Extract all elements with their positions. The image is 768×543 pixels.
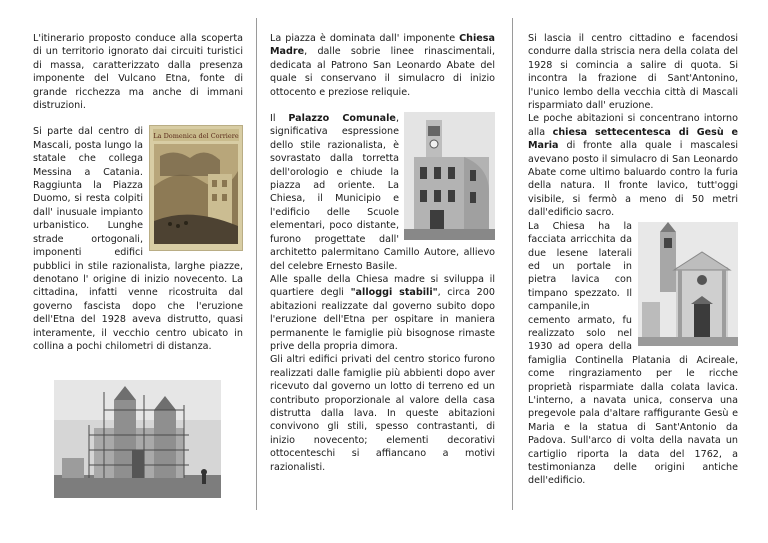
column-3 [528,32,738,488]
text-run: , significativa espressione dello stile razionalista, è sovrastato dalla torretta dell'orologio e chiude la piazza ad oriente. La Chiesa, il Municipio e l'edificio delle Scuole elementari, poco distante, furono progettate dall' architetto palermitano Camillo Autore, allievo del celebre Ernesto Basile. [270,113,495,272]
text-run: , dalle sobrie linee rinascimentali, dedicata al Patrono San Leonardo Abate del quale si conservano il simulacro di inizio ottocento e preziose reliquie. [270,46,495,98]
column-divider-2 [512,18,513,510]
newspaper-masthead: La Domenica del Corriere [153,132,239,141]
chiesa-gesu-maria-name: chiesa settecentesca di Gesù e Maria [528,126,739,152]
chiesa-gesu-maria-photo [638,222,738,346]
text-run: La piazza è dominata dall' imponente [270,33,460,44]
column-2 [270,32,495,474]
alloggi-stabili-paragraph [270,273,495,353]
column-1 [33,32,243,353]
intro-paragraph: L'itinerario proposto conduce alla scoperta di un territorio ignorato dai circuiti turistici di massa, caratterizzato dalla presenza imponente del Vulcano Etna, fonte di grande ricchezza ma anche di immani distruzioni. [33,33,243,112]
chiesa-madre-name: Chiesa Madre [270,33,495,58]
facade-paragraph: La Chiesa ha la facciata arricchita da due lesene laterali ed un portale in pietra lavica con timpano spezzato. Il campanile,in cemento armato, fu realizzato solo nel 1930 ad opera della famiglia Continella Platania di Acireale, come ringraziamento per le ricche proprietà risparmiate dalla colata lavica. L'interno, a navata unica, conserva una pregevole pala d'altare raffigurante Gesù e Maria e la statua di Sant'Antonio da Padova. Sull'arco di volta della navata un cartiglio riporta la data del 1762, a testimonianza delle origini antiche dell'edificio. [528,220,738,487]
chiesa-gesu-maria-paragraph [528,112,738,219]
newspaper-cover-photo [149,125,243,251]
private-buildings-paragraph: Gli altri edifici privati del centro storico furono realizzati dalle famiglie più abbienti dopo aver ricevuto dal governo un lotto di terreno ed un contributo proporzionale al valore della casa distrutta dalla lava. In queste abitazioni convivono gli stili, spesso contrastanti, di inizio novecento; elementi decorativi ottocenteschi si affiancano a motivi razionalisti. [270,354,495,473]
palazzo-comunale-photo [404,112,495,240]
column-divider-1 [256,18,257,510]
text-run: Alle spalle della Chiesa madre si sviluppa il quartiere degli [270,273,495,299]
chiesa-madre-paragraph [270,32,495,99]
sant-antonino-paragraph: Si lascia il centro cittadino e facendosi condurre dalla striscia nera della colata del 1928 si comincia a salire di quota. Si incontra la frazione di Sant'Antonino, l'unico lembo della vecchia città di Mascali risparmiato dall' eruzione. [528,33,738,112]
text-run: Il [270,113,289,125]
history-paragraph: Si parte dal centro di Mascali, posta lungo la statale che collega Messina a Catania. Raggiunta la Piazza Duomo, si resta colpiti dall' inusuale impianto urbanistico. Lunghe strade ortogonali, imponenti edifici pubblici in stile razionalista, larghe piazze, denotano l' origine di inizio novecento. La cittadina, infatti venne ricostruita dal governo fascista dopo che l'eruzione dell'Etna del 1928 aveva distrutto, quasi interamente, il vecchio centro ubicato in collina a pochi chilometri di distanza. [33,126,243,352]
text-run: , circa 200 abitazioni realizzate dal governo subito dopo l'eruzione dell'Etna per ospitare in maniera permanente le famiglie più bisognose rimaste prive della propria dimora. [270,287,495,352]
text-run: di fronte alla quale i mascalesi avevano posto il simulacro di San Leonardo Abate come ultimo baluardo contro la furia della natura. Il fronte lavico, tutt'oggi visibile, si fermò a meno di 50 metri dall'edificio sacro. [528,140,738,219]
alloggi-stabili-name: "alloggi stabili" [350,287,438,299]
church-construction-photo [54,380,221,498]
text-run: Le poche abitazioni si concentrano intorno alla [528,113,738,138]
palazzo-comunale-name: Palazzo Comunale [288,113,396,125]
